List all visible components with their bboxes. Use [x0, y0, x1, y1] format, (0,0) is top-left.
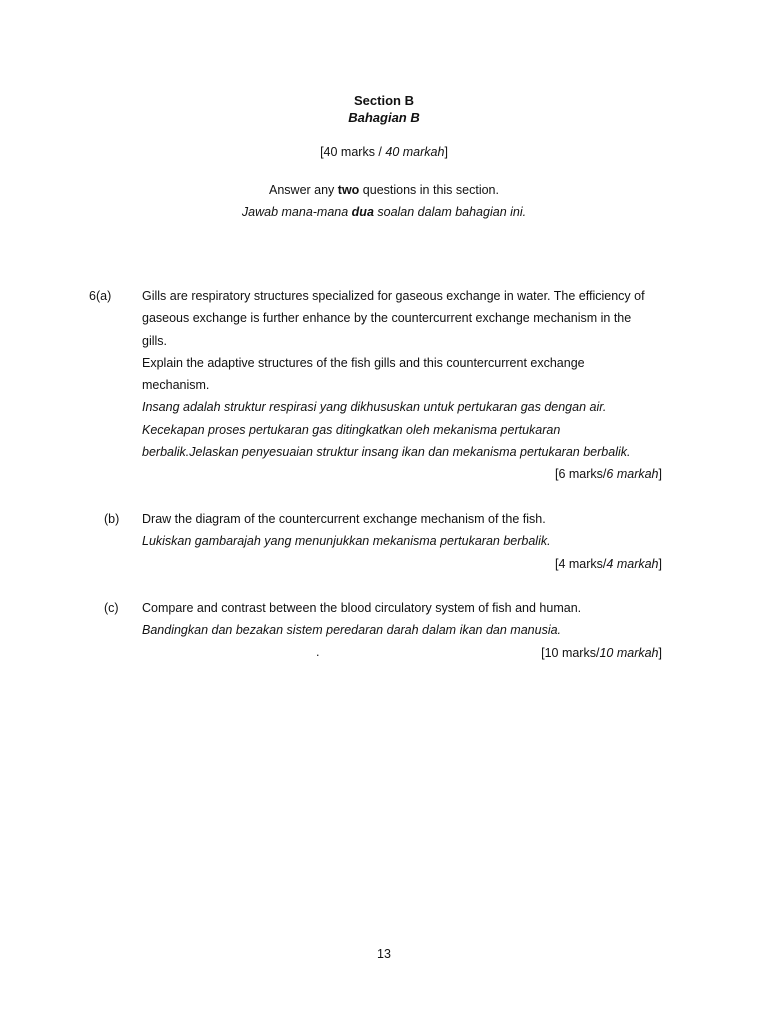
question-line: gills.: [142, 333, 168, 348]
instruction-ms-post: soalan dalam bahagian ini.: [373, 205, 527, 219]
section-title-ms: Bahagian B: [348, 110, 420, 125]
instruction-en: [0, 179, 768, 201]
marks-6b: [142, 553, 662, 575]
question-line: mechanism.: [142, 378, 210, 393]
marks-en: [10 marks/: [541, 645, 600, 660]
question-line: Compare and contrast between the blood circulatory system of fish and human.: [142, 601, 582, 615]
question-line-ms: Bandingkan dan bezakan sistem peredaran darah dalam ikan dan manusia.: [142, 623, 562, 638]
section-title-en: Section B: [354, 93, 414, 108]
marks-close: ]: [658, 467, 662, 482]
section-marks-ms: 40 markah: [385, 145, 445, 159]
question-number-6c: (c): [104, 601, 119, 615]
instruction-en-bold: two: [337, 183, 360, 197]
page-number: 13: [377, 947, 391, 961]
question-6c: [142, 597, 662, 664]
question-line: Draw the diagram of the countercurrent exchange mechanism of the fish.: [142, 512, 546, 526]
question-line-ms: Lukiskan gambarajah yang menunjukkan mekanisma pertukaran berbalik.: [142, 534, 551, 549]
stray-dot: .: [316, 645, 320, 659]
question-number-6b: (b): [104, 512, 120, 526]
marks-en: [6 marks/: [555, 467, 607, 482]
marks-ms: 4 markah: [606, 556, 659, 571]
question-line-ms: Kecekapan proses pertukaran gas ditingkatkan oleh mekanisma pertukaran: [142, 422, 561, 437]
instruction-ms-bold: dua: [351, 205, 374, 219]
instruction-en-post: questions in this section.: [359, 183, 499, 197]
question-6b: [142, 508, 662, 575]
instruction-en-pre: Answer any: [269, 183, 338, 197]
question-line: Explain the adaptive structures of the fish gills and this countercurrent exchange: [142, 355, 585, 370]
question-line-ms: Insang adalah struktur respirasi yang dikhususkan untuk pertukaran gas dengan air.: [142, 400, 607, 415]
instruction-ms-pre: Jawab mana-mana: [241, 205, 352, 219]
section-marks-close: ]: [444, 145, 448, 159]
marks-close: ]: [658, 645, 662, 660]
question-line-ms: berbalik.Jelaskan penyesuaian struktur insang ikan dan mekanisma pertukaran berbalik.: [142, 445, 631, 460]
marks-ms: 10 markah: [599, 645, 659, 660]
marks-6c: [142, 642, 662, 664]
marks-ms: 6 markah: [606, 467, 659, 482]
marks-close: ]: [658, 556, 662, 571]
question-number-6a: 6(a): [89, 289, 112, 303]
section-marks: [0, 141, 768, 163]
question-6a: [142, 285, 662, 486]
instruction-ms: [0, 201, 768, 223]
question-line: Gills are respiratory structures specialized for gaseous exchange in water. The efficiency of: [142, 289, 645, 303]
question-line: gaseous exchange is further enhance by the countercurrent exchange mechanism in the: [142, 311, 632, 326]
section-marks-open: [40 marks /: [320, 145, 386, 159]
marks-6a: [142, 463, 662, 485]
marks-en: [4 marks/: [555, 556, 607, 571]
